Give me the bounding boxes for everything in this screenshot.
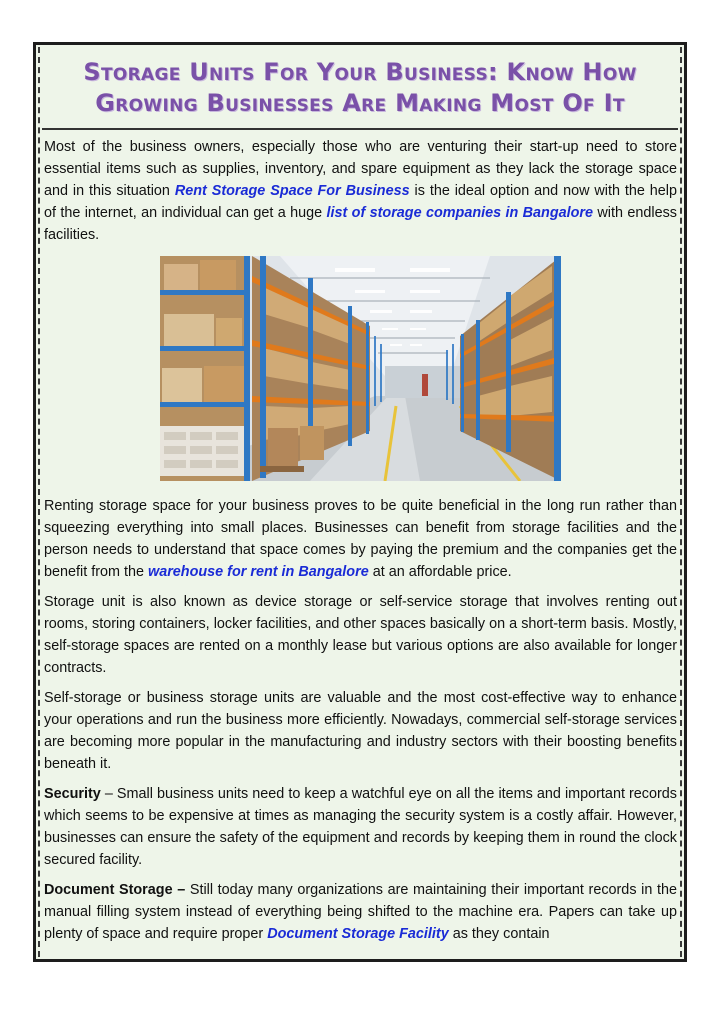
paragraph-document-storage — [44, 879, 677, 945]
document-storage-text-1: Still today many organizations are maintaining their important records in the manual filling system instead of everything being shifted to the machine era. Papers can take up plenty of space and require proper — [44, 882, 677, 942]
paragraph-intro — [44, 136, 677, 246]
intro-text-2: is the ideal option and now with the help of the internet, an individual can get a huge — [44, 183, 677, 221]
document-storage-text-2: as they contain — [448, 926, 550, 942]
article-body — [36, 130, 684, 945]
intro-text-1: Most of the business owners, especially those who are venturing their start-up need to store essential items such as supplies, inventory, and spare equipment as they lack the storage space and in this situation — [44, 139, 677, 199]
paragraph-self-storage: Self-storage or business storage units are valuable and the most cost-effective way to enhance your operations and run the business more efficiently. Nowadays, commercial self-storage services are becoming more popular in the manufacturing and industry sectors with their boosting benefits beneath it. — [44, 690, 677, 772]
warehouse-photo — [160, 256, 561, 481]
security-text: – Small business units need to keep a watchful eye on all the items and important records which seems to be expensive at times as managing the security system is a costly affair. However, businesses can ensure the safety of the equipment and records by keeping them in round the clock secured facility. — [44, 786, 677, 868]
page-title: Storage Units For Your Business: Know How Growing Businesses Are Making Most Of It — [83, 58, 637, 117]
paragraph-storage-unit: Storage unit is also known as device storage or self-service storage that involves renting out rooms, storing containers, locker facilities, and other spaces basically on a short-term basis. Mostly, self-storage spaces are rented on a monthly lease but various options are also available for longer contracts. — [44, 594, 677, 676]
paragraph-benefits — [44, 495, 677, 583]
document-storage-label: Document Storage – — [44, 882, 186, 898]
intro-text-3: with endless facilities. — [44, 205, 677, 243]
link-document-storage-facility[interactable]: Document Storage Facility — [267, 926, 449, 942]
link-rent-storage-space[interactable]: Rent Storage Space For Business — [174, 183, 410, 199]
document-page — [33, 42, 687, 962]
benefits-text-1: Renting storage space for your business proves to be quite beneficial in the long run rather than squeezing everything into small places. Businesses can benefit from storage facilities and the person needs to understand that space comes by paying the premium and the companies get the benefit from the — [44, 498, 677, 580]
paragraph-security — [44, 783, 677, 871]
link-storage-companies-bangalore[interactable]: list of storage companies in Bangalore — [326, 205, 594, 221]
benefits-text-2: at an affordable price. — [368, 564, 512, 580]
security-label: Security — [44, 786, 101, 802]
link-warehouse-rent-bangalore[interactable]: warehouse for rent in Bangalore — [148, 564, 369, 580]
